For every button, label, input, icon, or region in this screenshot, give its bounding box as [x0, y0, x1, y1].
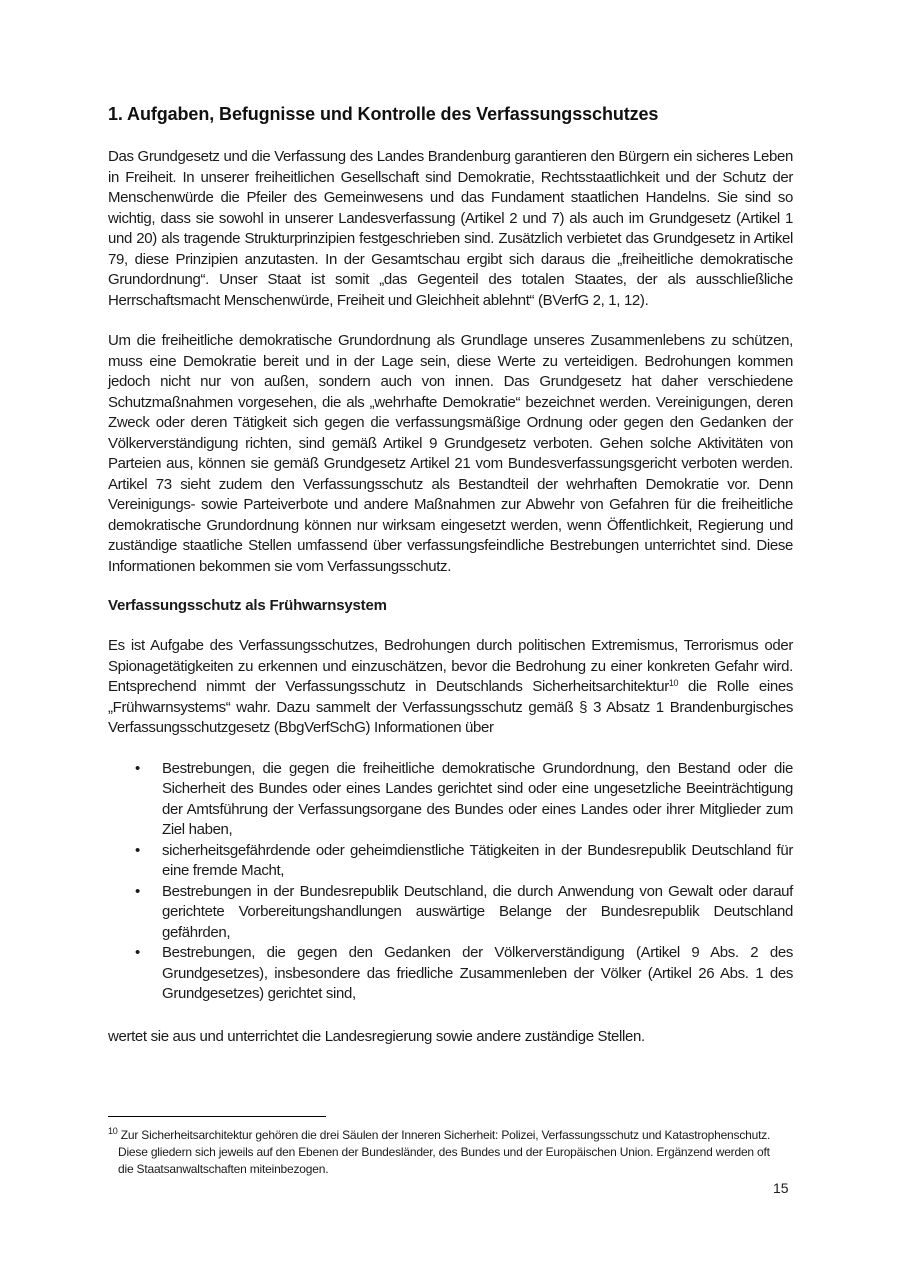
- list-item-text: sicherheitsgefährdende oder geheimdienstliche Tätigkeiten in der Bundesrepublik Deutschland für eine fremde Macht,: [162, 841, 793, 879]
- document-body: [108, 104, 793, 1067]
- list-item: [108, 943, 793, 1005]
- list-item: [108, 841, 793, 882]
- footnote-reference[interactable]: 10: [668, 678, 679, 688]
- subheading-fruehwarnsystem: Verfassungsschutz als Frühwarnsystem: [108, 597, 387, 614]
- list-item: [108, 882, 793, 944]
- footnote-text: Zur Sicherheitsarchitektur gehören die drei Säulen der Inneren Sicherheit: Polizei, Verfassungsschutz und Katastrophenschutz. Diese gliedern sich jeweils auf den Ebenen der Bundesländer, des Bundes und der Europäischen Union. Ergänzend werden oft die Staatsanwaltschaften miteinbezogen.: [117, 1128, 771, 1176]
- bullet-list: [108, 759, 793, 1005]
- footnote: [108, 1127, 788, 1178]
- bullet-icon: •: [135, 759, 140, 777]
- bullet-icon: •: [135, 841, 140, 859]
- list-item-text: Bestrebungen, die gegen die freiheitliche demokratische Grundordnung, den Bestand oder die Sicherheit des Bundes oder eines Landes gerichtet sind oder eine ungesetzliche Beeinträchtigung der Amtsführung der Verfassungsorgane des Bundes oder eines Landes oder ihrer Mitglieder zum Ziel haben,: [162, 759, 793, 838]
- paragraph-wehrhafte-demokratie: Um die freiheitliche demokratische Grundordnung als Grundlage unseres Zusammenlebens zu schützen, muss eine Demokratie bereit und in der Lage sein, diese Werte zu verteidigen. Bedrohungen kommen jedoch nicht nur von außen, sondern auch von innen. Das Grundgesetz hat daher verschiedene Schutzmaßnahmen vorgesehen, die als „wehrhafte Demokratie“ bezeichnet werden. Vereinigungen, deren Zweck oder deren Tätigkeit sich gegen die verfassungsmäßige Ordnung oder gegen den Gedanken der Völkerverständigung richten, sind gemäß Artikel 9 Grundgesetz verboten. Gehen solche Aktivitäten von Parteien aus, können sie gemäß Grundgesetz Artikel 21 vom Bundesverfassungsgericht verboten werden. Artikel 73 sieht zudem den Verfassungsschutz als Bestandteil der wehrhaften Demokratie vor. Denn Vereinigungs- sowie Parteiverbote und andere Maßnahmen zur Abwehr von Gefahren für die freiheitliche demokratische Grundordnung können nur wirksam eingesetzt werden, wenn Öffentlichkeit, Regierung und zuständige staatliche Stellen umfassend über verfassungsfeindliche Bestrebungen unterrichtet sind. Diese Informationen bekommen sie vom Verfassungsschutz.: [108, 332, 793, 575]
- paragraph-fruehwarnsystem: [108, 636, 793, 739]
- section-heading: 1. Aufgaben, Befugnisse und Kontrolle des Verfassungsschutzes: [108, 104, 659, 124]
- paragraph-intro: Das Grundgesetz und die Verfassung des Landes Brandenburg garantieren den Bürgern ein sicheres Leben in Freiheit. In unserer freiheitlichen Gesellschaft sind Demokratie, Rechtsstaatlichkeit und der Schutz der Menschenwürde die Pfeiler des Gemeinwesens und das Fundament staatlichen Handelns. Sie sind so wichtig, dass sie sowohl in unserer Landesverfassung (Artikel 2 und 7) als auch im Grundgesetz (Artikel 1 und 20) als tragende Strukturprinzipien festgeschrieben sind. Zusätzlich verbietet das Grundgesetz in Artikel 79, diese Prinzipien anzutasten. In der Gesamtschau ergibt sich daraus die „freiheitliche demokratische Grundordnung“. Unser Staat ist somit „das Gegenteil des totalen Staates, der als ausschließliche Herrschaftsmacht Menschenwürde, Freiheit und Gleichheit ablehnt“ (BVerfG 2, 1, 12).: [108, 148, 793, 309]
- bullet-icon: •: [135, 882, 140, 900]
- paragraph-closing: wertet sie aus und unterrichtet die Landesregierung sowie andere zuständige Stellen.: [108, 1027, 645, 1045]
- list-item: [108, 759, 793, 841]
- paragraph-text-part-1: Es ist Aufgabe des Verfassungsschutzes, Bedrohungen durch politischen Extremismus, Terrorismus oder Spionagetätigkeiten zu erkennen und einzuschätzen, bevor die Bedrohung zu einer konkreten Gefahr wird. Entsprechend nimmt der Verfassungsschutz in Deutschlands Sicherheitsarchitektur: [108, 637, 793, 695]
- paragraph-text-part-2: die Rolle eines „Frühwarnsystems“ wahr. Dazu sammelt der Verfassungsschutz gemäß § 3 Absatz 1 Brandenburgisches Verfassungsschutzgesetz (BbgVerfSchG) Informationen über: [108, 678, 793, 736]
- footnote-divider: [108, 1116, 326, 1117]
- footnote-number: 10: [108, 1126, 118, 1136]
- list-item-text: Bestrebungen, die gegen den Gedanken der Völkerverständigung (Artikel 9 Abs. 2 des Grundgesetzes), insbesondere das friedliche Zusammenleben der Völker (Artikel 26 Abs. 1 des Grundgesetzes) gerichtet sind,: [162, 944, 793, 1002]
- list-item-text: Bestrebungen in der Bundesrepublik Deutschland, die durch Anwendung von Gewalt oder darauf gerichtete Vorbereitungshandlungen auswärtige Belange der Bundesrepublik Deutschland gefährden,: [162, 882, 793, 941]
- bullet-icon: •: [135, 944, 140, 961]
- page-number: 15: [773, 1180, 789, 1196]
